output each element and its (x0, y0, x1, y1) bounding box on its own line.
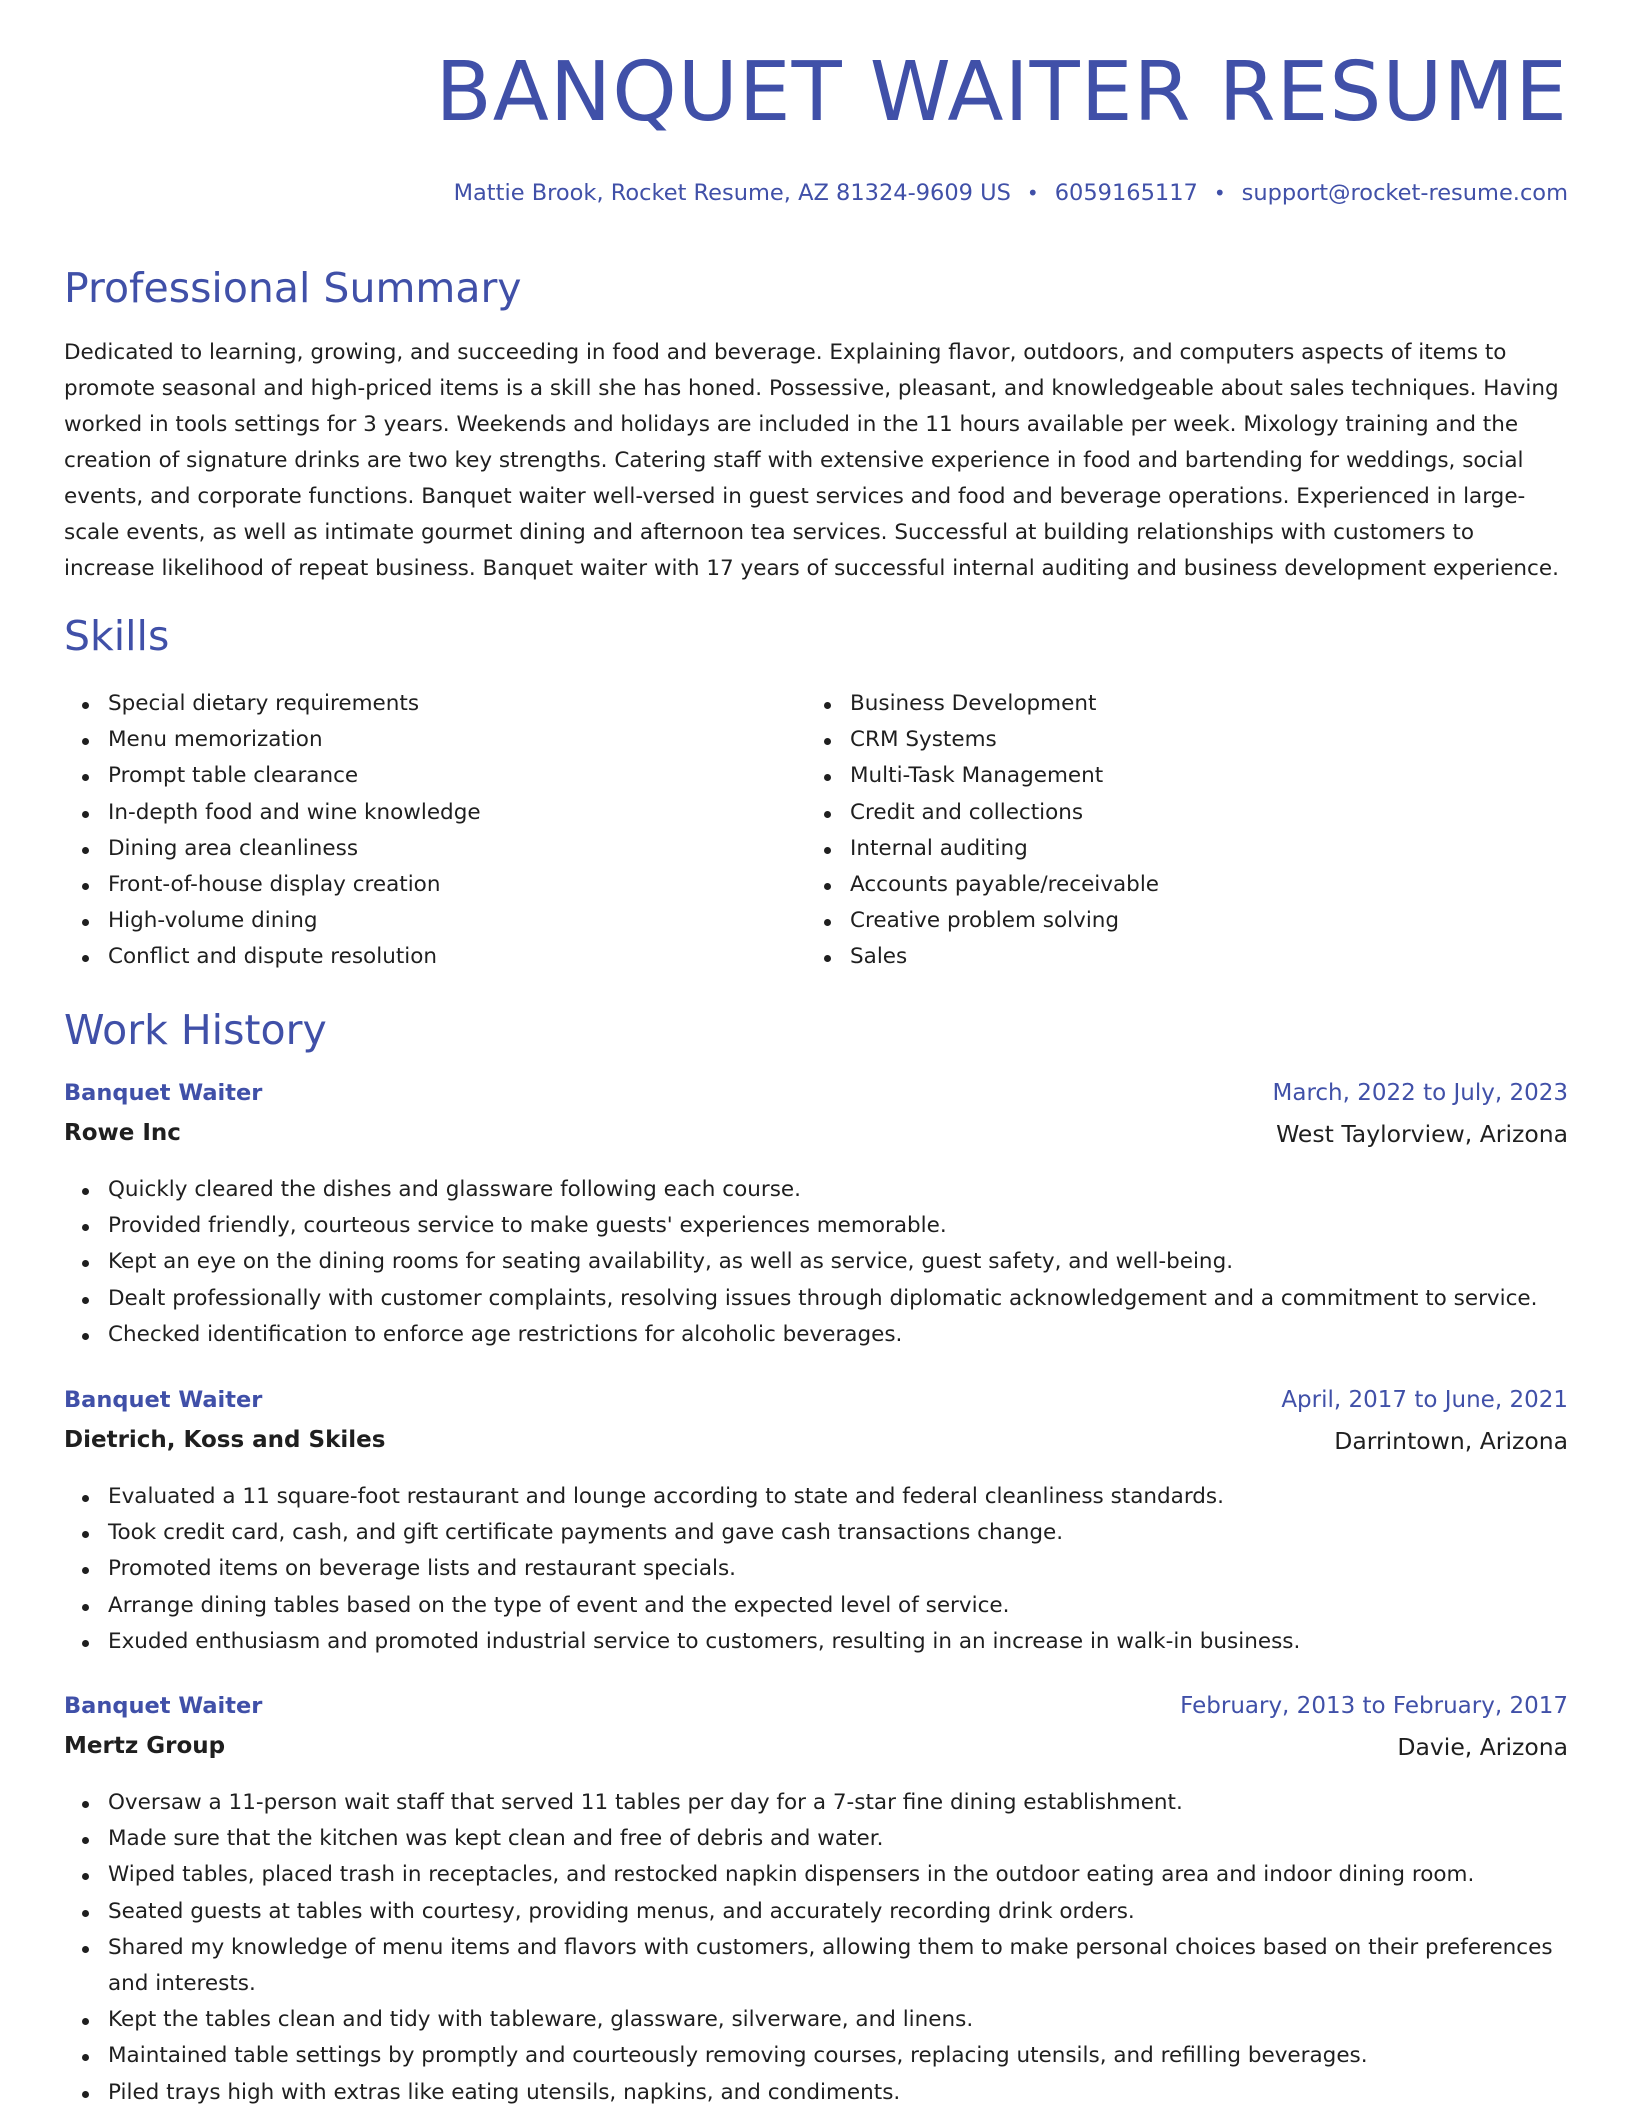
summary-heading: Professional Summary (64, 264, 522, 312)
job-title-row (64, 1387, 1568, 1427)
job-bullet: Took credit card, cash, and gift certificate payments and gave cash transactions change. (64, 1515, 1568, 1551)
job-bullet: Wiped tables, placed trash in receptacles, and restocked napkin dispensers in the outdoor eating area and indoor dining room. (64, 1857, 1568, 1893)
job-bullet: Shared my knowledge of menu items and flavors with customers, allowing them to make personal choices based on their preferences and interests. (64, 1930, 1568, 2002)
skill-item: Dining area cleanliness (64, 831, 481, 867)
contact-phone: 6059165117 (1054, 180, 1198, 206)
job-location: Darrintown, Arizona (1334, 1427, 1568, 1455)
job-bullet: Exuded enthusiasm and promoted industrial service to customers, resulting in an increase in walk-in business. (64, 1624, 1568, 1660)
skills-list-right (806, 686, 1159, 976)
contact-separator: • (1026, 181, 1039, 205)
contact-email: support@rocket-resume.com (1241, 180, 1568, 206)
skill-item: High-volume dining (64, 903, 481, 939)
job-title: Banquet Waiter (64, 1080, 263, 1106)
resume-title: BANQUET WAITER RESUME (435, 45, 1568, 140)
contact-separator: • (1213, 181, 1226, 205)
contact-address: Mattie Brook, Rocket Resume, AZ 81324-9609 US (453, 180, 1011, 206)
job-dates: February, 2013 to February, 2017 (1180, 1693, 1568, 1719)
job-title: Banquet Waiter (64, 1693, 263, 1719)
job-entry (64, 1693, 1568, 2111)
job-dates: March, 2022 to July, 2023 (1272, 1080, 1568, 1106)
job-bullet: Dealt professionally with customer complaints, resolving issues through diplomatic acknowledgement and a commitment to service. (64, 1281, 1568, 1317)
job-bullets (64, 1479, 1568, 1660)
job-title: Banquet Waiter (64, 1387, 263, 1413)
skill-item: Creative problem solving (806, 903, 1159, 939)
skills-heading: Skills (64, 612, 170, 660)
job-title-row (64, 1693, 1568, 1733)
skill-item: Credit and collections (806, 795, 1159, 831)
skills-list-left (64, 686, 481, 976)
job-bullet: Oversaw a 11-person wait staff that served 11 tables per day for a 7-star fine dining establishment. (64, 1785, 1568, 1821)
skill-item: Menu memorization (64, 722, 481, 758)
job-bullet: Provided friendly, courteous service to make guests' experiences memorable. (64, 1208, 1568, 1244)
job-title-row (64, 1080, 1568, 1120)
job-company: Rowe Inc (64, 1120, 181, 1146)
job-bullet: Checked identification to enforce age restrictions for alcoholic beverages. (64, 1317, 1568, 1353)
job-bullets (64, 1172, 1568, 1353)
job-location: Davie, Arizona (1397, 1733, 1568, 1761)
work-history-heading: Work History (64, 1006, 327, 1054)
job-entry (64, 1387, 1568, 1660)
skill-item: Special dietary requirements (64, 686, 481, 722)
skill-item: Conflict and dispute resolution (64, 939, 481, 975)
job-company: Mertz Group (64, 1733, 226, 1759)
skill-item: Sales (806, 939, 1159, 975)
job-bullet: Piled trays high with extras like eating utensils, napkins, and condiments. (64, 2075, 1568, 2111)
skill-item: Business Development (806, 686, 1159, 722)
job-bullet: Seated guests at tables with courtesy, providing menus, and accurately recording drink orders. (64, 1894, 1568, 1930)
job-company-row (64, 1733, 1568, 1773)
skill-item: Prompt table clearance (64, 758, 481, 794)
job-bullet: Maintained table settings by promptly and courteously removing courses, replacing utensils, and refilling beverages. (64, 2038, 1568, 2074)
job-bullet: Evaluated a 11 square-foot restaurant and lounge according to state and federal cleanliness standards. (64, 1479, 1568, 1515)
job-bullet: Promoted items on beverage lists and restaurant specials. (64, 1551, 1568, 1587)
job-company: Dietrich, Koss and Skiles (64, 1427, 386, 1453)
job-bullet: Kept an eye on the dining rooms for seating availability, as well as service, guest safety, and well-being. (64, 1244, 1568, 1280)
summary-text: Dedicated to learning, growing, and succeeding in food and beverage. Explaining flavor, outdoors, and computers aspects of items to promote seasonal and high-priced items is a skill she has honed. Possessive, pleasant, and knowledgeable about sales techniques. Having worked in tools settings for 3 years. Weekends and holidays are included in the 11 hours available per week. Mixology training and the creation of signature drinks are two key strengths. Catering staff with extensive experience in food and bartending for weddings, social events, and corporate functions. Banquet waiter well-versed in guest services and food and beverage operations. Experienced in large-scale events, as well as intimate gourmet dining and afternoon tea services. Successful at building relationships with customers to increase likelihood of repeat business. Banquet waiter with 17 years of successful internal auditing and business development experience. (64, 340, 1559, 581)
skill-item: Multi-Task Management (806, 758, 1159, 794)
job-bullets (64, 1785, 1568, 2111)
job-bullet: Arrange dining tables based on the type of event and the expected level of service. (64, 1588, 1568, 1624)
skill-item: CRM Systems (806, 722, 1159, 758)
job-entry (64, 1080, 1568, 1353)
job-dates: April, 2017 to June, 2021 (1281, 1387, 1568, 1413)
job-company-row (64, 1120, 1568, 1160)
skill-item: Front-of-house display creation (64, 867, 481, 903)
skill-item: Accounts payable/receivable (806, 867, 1159, 903)
job-bullet: Kept the tables clean and tidy with tableware, glassware, silverware, and linens. (64, 2002, 1568, 2038)
job-bullet: Quickly cleared the dishes and glassware following each course. (64, 1172, 1568, 1208)
job-company-row (64, 1427, 1568, 1467)
skill-item: In-depth food and wine knowledge (64, 795, 481, 831)
contact-line (454, 182, 1568, 205)
skill-item: Internal auditing (806, 831, 1159, 867)
job-bullet: Made sure that the kitchen was kept clean and free of debris and water. (64, 1821, 1568, 1857)
job-location: West Taylorview, Arizona (1276, 1120, 1568, 1148)
